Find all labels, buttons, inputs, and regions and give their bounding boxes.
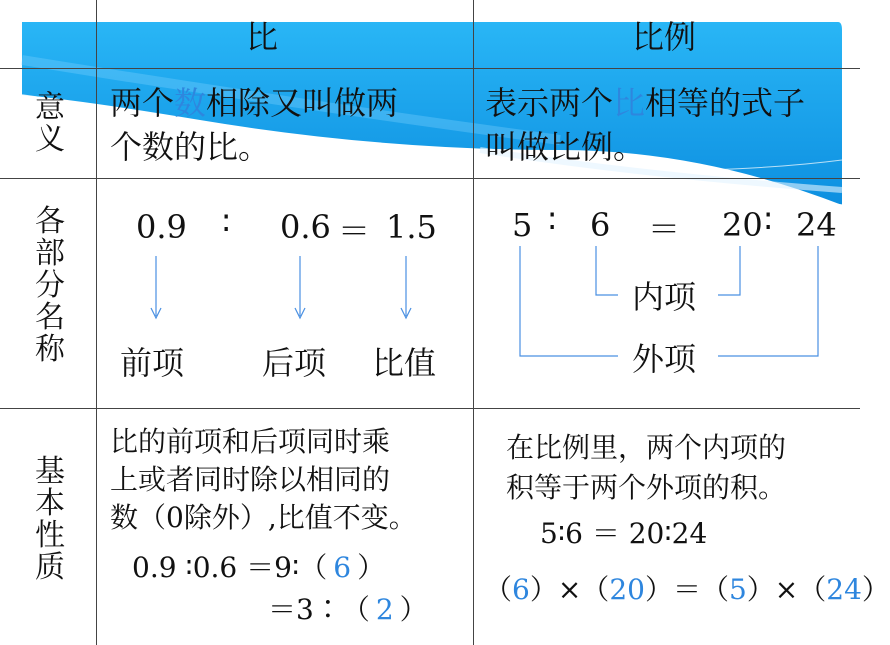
header-col-proportion: 比例 bbox=[632, 18, 697, 56]
label-ratio-value: 比值 bbox=[372, 344, 437, 382]
prop-property-line2: 积等于两个外项的积。 bbox=[506, 471, 787, 504]
grid-line-v1 bbox=[96, 0, 97, 645]
prop-eq-answer-2: 20 bbox=[609, 573, 645, 606]
label-outer-terms: 外项 bbox=[632, 340, 697, 378]
ratio-front-term: 0.9 bbox=[136, 208, 187, 246]
prop-eq-answer-1: 6 bbox=[512, 573, 530, 606]
label-inner-terms: 内项 bbox=[632, 278, 697, 316]
ratio-example-2-answer: 2 bbox=[375, 593, 394, 626]
prop-equals: ＝ bbox=[648, 210, 681, 248]
proportion-meaning-highlight: 比 bbox=[613, 84, 646, 122]
prop-term-a: 5 bbox=[512, 206, 533, 244]
ratio-colon: ∶ bbox=[222, 204, 231, 242]
prop-term-d: 24 bbox=[796, 206, 837, 244]
ratio-meaning-line2: 个数的比。 bbox=[110, 128, 271, 166]
ratio-meaning-highlight: 数 bbox=[174, 84, 207, 122]
grid-line-v2 bbox=[473, 0, 474, 645]
prop-term-c: 20 bbox=[722, 206, 763, 244]
ratio-property-line2: 上或者同时除以相同的 bbox=[110, 463, 391, 496]
header-col-ratio: 比 bbox=[246, 18, 279, 56]
grid-line-h3 bbox=[0, 408, 860, 409]
ratio-back-term: 0.6 bbox=[280, 208, 331, 246]
prop-eq-answer-3: 5 bbox=[728, 573, 747, 606]
arrow-back bbox=[292, 256, 308, 322]
ratio-example-1-answer: 6 bbox=[333, 551, 352, 584]
proportion-meaning-line1: 表示两个比相等的式子 bbox=[485, 84, 806, 122]
prop-colon-2: ∶ bbox=[764, 202, 773, 240]
row-label-meaning: 意 义 bbox=[35, 90, 65, 157]
grid-line-h1 bbox=[0, 68, 860, 69]
arrow-front bbox=[148, 256, 164, 322]
grid-line-h2 bbox=[0, 178, 860, 179]
prop-colon-1: ∶ bbox=[548, 202, 557, 240]
prop-equation: （6）×（20）＝（5）×（24） bbox=[484, 573, 890, 606]
label-back-term: 后项 bbox=[262, 344, 327, 382]
row-label-parts: 各 部 分 名 称 bbox=[35, 204, 65, 367]
ratio-example-1: 0.9 ∶0.6 ＝9∶（ 6 ） bbox=[132, 551, 386, 584]
prop-example: 5∶6 ＝ 20∶24 bbox=[540, 517, 708, 550]
arrow-value bbox=[398, 256, 414, 322]
ratio-property-line1: 比的前项和后项同时乘 bbox=[110, 425, 391, 458]
prop-eq-answer-4: 24 bbox=[826, 573, 862, 606]
prop-term-b: 6 bbox=[590, 206, 611, 244]
ratio-meaning-line1: 两个数相除又叫做两 bbox=[110, 84, 399, 122]
ratio-property-line3: 数（0除外）,比值不变。 bbox=[110, 501, 417, 534]
row-label-property: 基 本 性 质 bbox=[35, 454, 65, 585]
ratio-example-2: ＝3∶（ 2 ） bbox=[268, 593, 428, 626]
label-front-term: 前项 bbox=[120, 344, 185, 382]
ratio-value-term: 1.5 bbox=[386, 208, 437, 246]
ratio-equals: ＝ bbox=[338, 212, 371, 250]
proportion-meaning-line2: 叫做比例。 bbox=[485, 128, 646, 166]
prop-property-line1: 在比例里，两个内项的 bbox=[506, 431, 787, 464]
